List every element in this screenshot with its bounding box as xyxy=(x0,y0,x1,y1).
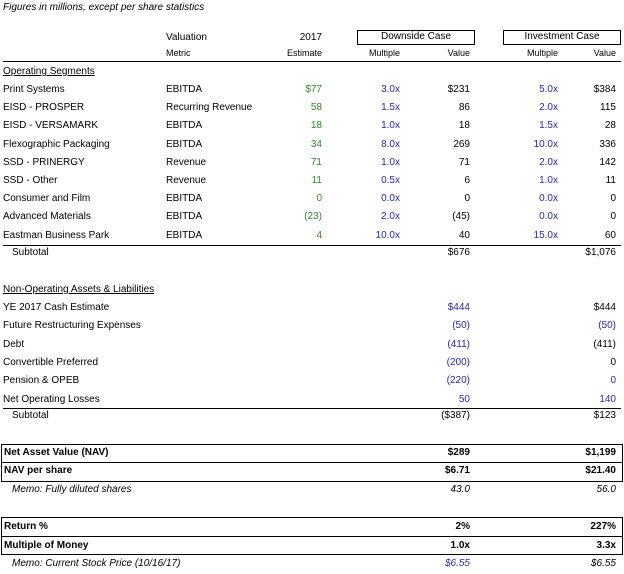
operating-subtotal-divider xyxy=(3,245,621,246)
investment-multiple: 2.0x xyxy=(539,102,558,114)
segment-metric: Recurring Revenue xyxy=(166,102,253,114)
non-operating-subtotal-label: Subtotal xyxy=(12,410,49,421)
non-operating-investment-value: (411) xyxy=(593,338,616,350)
downside-value: 18 xyxy=(458,120,470,132)
multiple-of-money-investment: 3.3x xyxy=(596,540,616,551)
multiple-of-money-downside: 1.0x xyxy=(450,540,470,551)
non-operating-investment-value: 0 xyxy=(610,375,616,387)
downside-value: 0 xyxy=(464,193,470,205)
segment-metric: EBITDA xyxy=(166,229,203,241)
segment-metric: EBITDA xyxy=(166,193,203,205)
downside-value: 6 xyxy=(464,175,470,186)
nav-investment: $1,199 xyxy=(585,447,616,458)
non-operating-item-name: Future Restructuring Expenses xyxy=(3,320,141,332)
non-operating-subtotal-divider xyxy=(3,408,621,409)
investment-multiple: 15.0x xyxy=(533,229,558,241)
segment-estimate: 18 xyxy=(310,120,322,132)
valuation-header: Valuation xyxy=(166,32,207,43)
segment-metric: Revenue xyxy=(166,156,207,168)
segment-metric: EBITDA xyxy=(166,84,203,95)
operating-subtotal-label: Subtotal xyxy=(12,247,49,258)
investment-value: 336 xyxy=(599,138,616,150)
segment-name: SSD - Other xyxy=(3,175,58,186)
downside-multiple-header: Multiple xyxy=(368,48,400,58)
investment-multiple: 0.0x xyxy=(539,193,558,205)
segment-estimate: 4 xyxy=(316,229,322,241)
operating-subtotal-downside: $676 xyxy=(447,247,470,258)
segment-estimate: 0 xyxy=(316,193,322,205)
segment-name: Advanced Materials xyxy=(3,211,91,223)
downside-value: $231 xyxy=(447,84,470,95)
memo-stock-price-label: Memo: Current Stock Price (10/16/17) xyxy=(12,558,181,569)
memo-shares-investment: 56.0 xyxy=(596,484,616,495)
downside-value: 71 xyxy=(458,156,470,168)
investment-value: 11 xyxy=(605,175,616,186)
downside-multiple: 0.5x xyxy=(381,175,400,186)
non-operating-downside-value: (200) xyxy=(446,356,470,368)
segment-metric: EBITDA xyxy=(166,138,203,150)
non-operating-downside-value: (220) xyxy=(446,375,470,387)
investment-value: 142 xyxy=(599,156,616,168)
non-operating-investment-value: 140 xyxy=(599,393,616,405)
non-operating-subtotal-downside: ($387) xyxy=(441,410,470,421)
segment-name: EISD - VERSAMARK xyxy=(3,120,99,132)
nav-divider xyxy=(1,462,623,463)
year-header: 2017 xyxy=(299,32,322,43)
investment-multiple: 2.0x xyxy=(539,156,558,168)
investment-value: 28 xyxy=(604,120,616,132)
non-operating-title: Non-Operating Assets & Liabilities xyxy=(3,284,155,295)
investment-multiple: 1.5x xyxy=(539,120,558,132)
investment-value: 115 xyxy=(600,102,616,114)
investment-value: 0 xyxy=(610,211,616,223)
non-operating-item-name: YE 2017 Cash Estimate xyxy=(3,302,110,313)
investment-case-header: Investment Case xyxy=(524,31,600,42)
segment-metric: EBITDA xyxy=(166,211,203,223)
downside-multiple: 0.0x xyxy=(381,193,400,205)
non-operating-downside-value: $444 xyxy=(447,302,470,313)
non-operating-downside-value: (50) xyxy=(452,320,470,332)
downside-multiple: 1.0x xyxy=(381,120,400,132)
investment-multiple: 1.0x xyxy=(539,175,558,186)
header-divider xyxy=(3,61,621,62)
downside-multiple: 2.0x xyxy=(381,211,400,223)
downside-multiple: 1.5x xyxy=(381,102,400,114)
operating-subtotal-investment: $1,076 xyxy=(585,247,616,258)
downside-value: (45) xyxy=(452,211,470,223)
return-pct-investment: 227% xyxy=(590,521,616,532)
non-operating-item-name: Convertible Preferred xyxy=(3,356,99,368)
downside-value-header: Value xyxy=(447,48,470,58)
metric-header: Metric xyxy=(166,48,191,58)
non-operating-downside-value: (411) xyxy=(447,338,470,350)
downside-multiple: 10.0x xyxy=(375,229,400,241)
nav-per-share-downside: $6.71 xyxy=(444,465,470,476)
non-operating-investment-value: 0 xyxy=(610,356,616,368)
segment-estimate: 11 xyxy=(311,175,322,186)
investment-value: 60 xyxy=(604,229,616,241)
nav-per-share-investment: $21.40 xyxy=(585,465,616,476)
downside-value: 86 xyxy=(458,102,470,114)
segment-metric: EBITDA xyxy=(166,120,203,132)
investment-multiple-header: Multiple xyxy=(526,48,558,58)
downside-case-header: Downside Case xyxy=(380,31,452,42)
multiple-of-money-label: Multiple of Money xyxy=(4,540,89,551)
downside-multiple: 3.0x xyxy=(381,84,400,95)
investment-value-header: Value xyxy=(593,48,616,58)
segment-estimate: 58 xyxy=(310,102,322,114)
return-pct-label: Return % xyxy=(4,521,48,532)
segment-estimate: $77 xyxy=(305,84,322,95)
memo-stock-price-investment: $6.55 xyxy=(590,558,616,569)
non-operating-subtotal-investment: $123 xyxy=(593,410,616,421)
segment-name: SSD - PRINERGY xyxy=(3,156,85,168)
segment-name: Consumer and Film xyxy=(3,193,91,205)
operating-segments-title: Operating Segments xyxy=(3,66,95,77)
investment-multiple: 10.0x xyxy=(533,138,558,150)
units-note: Figures in millions, except per share statistics xyxy=(3,2,205,13)
nav-label: Net Asset Value (NAV) xyxy=(4,447,109,458)
non-operating-item-name: Pension & OPEB xyxy=(3,375,80,387)
return-pct-downside: 2% xyxy=(455,521,470,532)
non-operating-investment-value: $444 xyxy=(593,302,616,313)
segment-estimate: 34 xyxy=(310,138,322,150)
segment-name: Eastman Business Park xyxy=(3,229,110,241)
downside-value: 40 xyxy=(458,229,470,241)
memo-shares-downside: 43.0 xyxy=(450,484,470,495)
investment-multiple: 0.0x xyxy=(539,211,558,223)
downside-multiple: 1.0x xyxy=(381,156,400,168)
returns-divider xyxy=(1,536,623,537)
segment-name: Flexographic Packaging xyxy=(3,138,110,150)
segment-metric: Revenue xyxy=(166,175,207,186)
estimate-header: Estimate xyxy=(286,48,322,58)
segment-name: Print Systems xyxy=(3,84,65,95)
non-operating-investment-value: (50) xyxy=(598,320,616,332)
segment-name: EISD - PROSPER xyxy=(3,102,85,114)
investment-value: 0 xyxy=(610,193,616,205)
non-operating-downside-value: 50 xyxy=(458,393,470,405)
investment-value: $384 xyxy=(593,84,616,95)
segment-estimate: 71 xyxy=(310,156,322,168)
memo-stock-price-downside: $6.55 xyxy=(444,558,470,569)
segment-estimate: (23) xyxy=(304,211,322,223)
nav-per-share-label: NAV per share xyxy=(4,465,73,476)
investment-multiple: 5.0x xyxy=(539,84,558,95)
nav-downside: $289 xyxy=(447,447,470,458)
memo-shares-label: Memo: Fully diluted shares xyxy=(12,484,132,495)
downside-multiple: 8.0x xyxy=(381,138,400,150)
downside-value: 269 xyxy=(453,138,470,150)
non-operating-item-name: Net Operating Losses xyxy=(3,393,100,405)
non-operating-item-name: Debt xyxy=(3,338,25,350)
